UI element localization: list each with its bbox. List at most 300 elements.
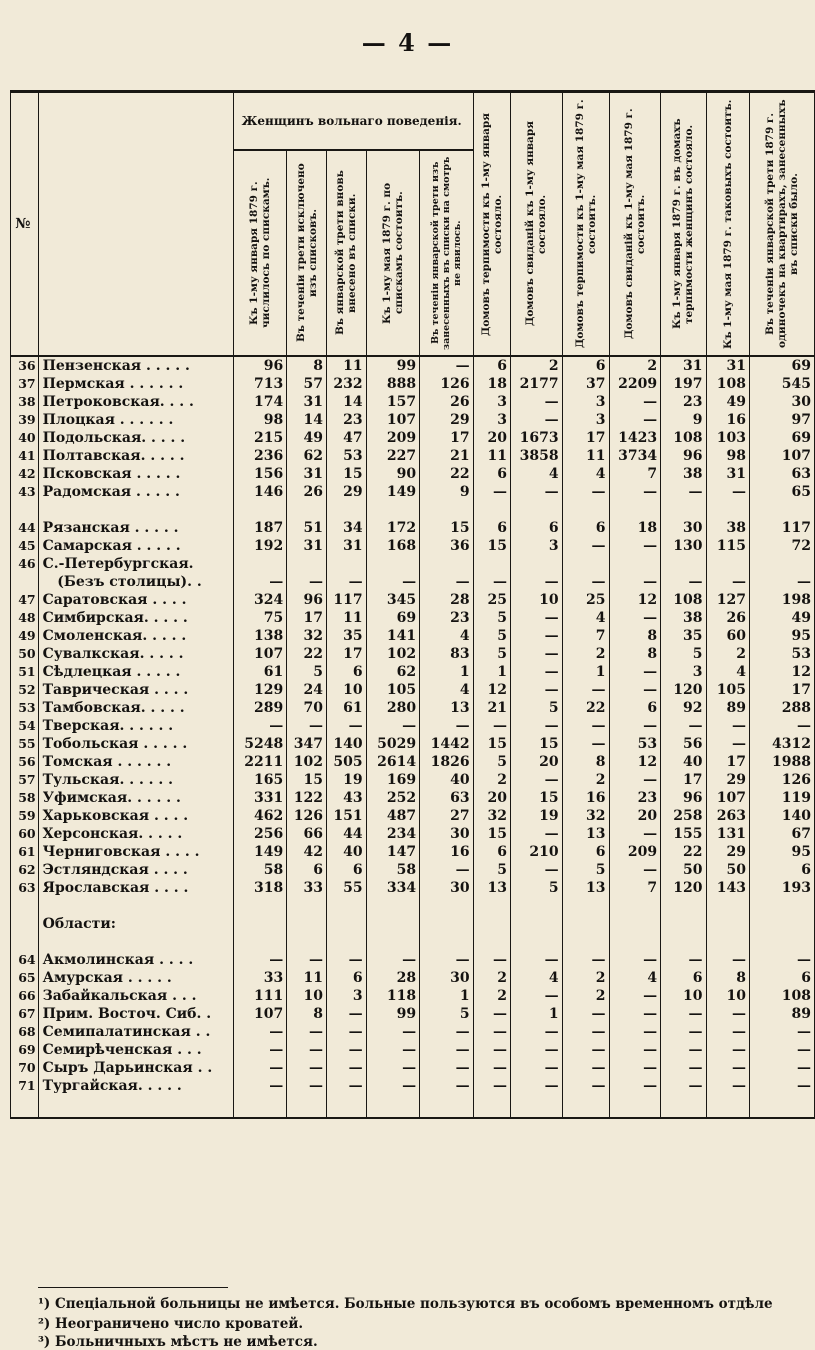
value-cell: 38 [661,609,706,627]
value-cell: 40 [420,771,473,789]
value-cell: 120 [661,681,706,699]
row-number: 56 [11,753,39,771]
value-cell: 8 [609,627,661,645]
value-cell: 1 [420,663,473,681]
empty-cell [706,933,750,951]
value-cell: 17 [706,753,750,771]
value-cell: — [326,1077,366,1118]
footnote-1: ¹) Спеціальной больницы не имѣется. Больные пользуются въ особомъ временномъ отдѣле [38,1296,773,1312]
value-cell: 3 [326,987,366,1005]
value-cell: 263 [706,807,750,825]
table-row [11,1005,815,1023]
province-name: Харьковская . . . . [38,807,233,825]
value-cell: 2 [706,645,750,663]
value-cell: — [661,1041,706,1059]
table-row [11,987,815,1005]
value-cell: 1 [473,663,510,681]
table-row [11,807,815,825]
value-cell: 16 [562,789,609,807]
value-cell: 13 [562,879,609,897]
value-cell: — [609,861,661,879]
value-cell: — [609,1023,661,1041]
province-name: Тверская. . . . . . [38,717,233,735]
value-cell: 96 [661,447,706,465]
number-column-header: № [11,92,39,357]
empty-cell [750,897,815,915]
value-cell: 2 [473,969,510,987]
value-cell: — [287,573,327,591]
value-cell: 56 [661,735,706,753]
value-cell: 37 [562,375,609,393]
empty-cell [38,501,233,519]
value-cell: 31 [287,393,327,411]
value-cell: 143 [706,879,750,897]
row-number: 61 [11,843,39,861]
spacer-row [11,933,815,951]
value-cell: 95 [750,843,815,861]
value-cell: 462 [233,807,286,825]
row-number: 64 [11,951,39,969]
value-cell [366,555,419,573]
table-row [11,1041,815,1059]
value-cell: 42 [287,843,327,861]
province-name: Подольская. . . . . [38,429,233,447]
col-header-5: Въ теченіи январской трети изъ занесенныхъ въ списки на смотръ не явилось. [420,150,473,356]
empty-cell [287,897,327,915]
value-cell: — [420,717,473,735]
table-row [11,951,815,969]
table-row [11,681,815,699]
value-cell: 8 [706,969,750,987]
value-cell: 20 [511,753,563,771]
value-cell: — [420,356,473,375]
row-number: 40 [11,429,39,447]
table-row [11,627,815,645]
spacer-row [11,897,815,915]
province-name: (Безъ столицы). . [38,573,233,591]
province-name: Полтавская. . . . . [38,447,233,465]
value-cell: — [473,717,510,735]
value-cell: 31 [287,465,327,483]
value-cell: — [706,1077,750,1118]
empty-cell [609,897,661,915]
empty-cell [609,933,661,951]
value-cell: — [366,717,419,735]
value-cell: 107 [233,645,286,663]
empty-cell [233,915,286,933]
value-cell: 252 [366,789,419,807]
empty-cell [11,897,39,915]
row-number: 50 [11,645,39,663]
value-cell: 29 [706,771,750,789]
value-cell: 8 [287,1005,327,1023]
table-row [11,969,815,987]
value-cell: 89 [750,1005,815,1023]
value-cell: 6 [326,969,366,987]
value-cell: — [562,1041,609,1059]
value-cell: — [562,483,609,501]
value-cell: 30 [750,393,815,411]
table-row [11,375,815,393]
value-cell: 96 [287,591,327,609]
table-row [11,645,815,663]
value-cell: 25 [473,591,510,609]
table-row [11,1023,815,1041]
value-cell: 169 [366,771,419,789]
value-cell: 3 [473,393,510,411]
row-number: 63 [11,879,39,897]
value-cell: 2211 [233,753,286,771]
value-cell: — [473,1059,510,1077]
value-cell: — [609,663,661,681]
row-number: 52 [11,681,39,699]
value-cell: — [366,951,419,969]
value-cell: 30 [420,969,473,987]
value-cell: 33 [233,969,286,987]
value-cell: 7 [562,627,609,645]
value-cell: — [473,1041,510,1059]
value-cell: 25 [562,591,609,609]
value-cell: — [326,1005,366,1023]
value-cell: 22 [562,699,609,717]
empty-cell [706,915,750,933]
value-cell: 8 [609,645,661,663]
value-cell: 280 [366,699,419,717]
empty-cell [420,501,473,519]
table-row [11,699,815,717]
value-cell: 236 [233,447,286,465]
value-cell: 345 [366,591,419,609]
value-cell: 1442 [420,735,473,753]
value-cell: 40 [326,843,366,861]
value-cell: — [562,1005,609,1023]
value-cell: 3734 [609,447,661,465]
col-header-8: Домовъ терпимости къ 1-му мая 1879 г. состоитъ. [562,92,609,357]
value-cell: — [287,1059,327,1077]
value-cell: 28 [366,969,419,987]
value-cell: 47 [326,429,366,447]
value-cell: 58 [366,861,419,879]
value-cell: 157 [366,393,419,411]
value-cell: — [562,537,609,555]
value-cell: 20 [473,789,510,807]
value-cell: 4 [511,465,563,483]
value-cell: — [326,573,366,591]
province-name: Плоцкая . . . . . . [38,411,233,429]
value-cell: 98 [233,411,286,429]
value-cell: 43 [326,789,366,807]
col-header-11: Къ 1-му мая 1879 г. таковыхъ состоитъ. [706,92,750,357]
empty-cell [326,915,366,933]
row-number: 67 [11,1005,39,1023]
value-cell: — [473,1077,510,1118]
province-name: Сыръ Дарьинская . . [38,1059,233,1077]
value-cell: — [706,951,750,969]
row-number: 37 [11,375,39,393]
value-cell: 2 [609,356,661,375]
value-cell: 12 [609,591,661,609]
table-row [11,411,815,429]
value-cell: 95 [750,627,815,645]
table-row [11,1059,815,1077]
value-cell: 31 [706,356,750,375]
value-cell: 16 [420,843,473,861]
value-cell: 9 [661,411,706,429]
value-cell: — [562,1077,609,1118]
value-cell [750,555,815,573]
value-cell: 61 [326,699,366,717]
value-cell: 14 [326,393,366,411]
value-cell: 11 [562,447,609,465]
value-cell: 22 [661,843,706,861]
value-cell [511,555,563,573]
value-cell: 72 [750,537,815,555]
value-cell: 2209 [609,375,661,393]
value-cell: 5 [562,861,609,879]
value-cell: 5 [473,753,510,771]
value-cell: 198 [750,591,815,609]
value-cell: — [609,771,661,789]
value-cell: 5 [473,645,510,663]
value-cell: 172 [366,519,419,537]
value-cell: 4 [706,663,750,681]
value-cell: — [511,609,563,627]
table-row [11,429,815,447]
value-cell: 209 [366,429,419,447]
row-number: 36 [11,356,39,375]
value-cell: 3 [473,411,510,429]
value-cell: 334 [366,879,419,897]
row-number: 71 [11,1077,39,1118]
value-cell: — [233,573,286,591]
value-cell: 3 [562,411,609,429]
table-row [11,735,815,753]
value-cell: — [287,1041,327,1059]
value-cell: 215 [233,429,286,447]
value-cell: 3 [511,537,563,555]
value-cell: 30 [420,879,473,897]
empty-cell [562,915,609,933]
value-cell: 38 [706,519,750,537]
empty-cell [562,897,609,915]
value-cell: 5 [420,1005,473,1023]
value-cell: 16 [706,411,750,429]
value-cell: 126 [287,807,327,825]
table-row [11,789,815,807]
value-cell: 187 [233,519,286,537]
value-cell: 107 [750,447,815,465]
value-cell: 155 [661,825,706,843]
province-name: С.-Петербургская. [38,555,233,573]
value-cell: 120 [661,879,706,897]
value-cell: — [511,573,563,591]
value-cell: 347 [287,735,327,753]
value-cell: 6 [473,465,510,483]
value-cell: 23 [661,393,706,411]
value-cell: — [750,1077,815,1118]
value-cell: 5 [473,609,510,627]
row-number: 38 [11,393,39,411]
value-cell: — [562,1059,609,1077]
value-cell: — [661,1005,706,1023]
table-row [11,356,815,375]
province-name: Самарская . . . . . [38,537,233,555]
value-cell: 4 [420,681,473,699]
value-cell: 53 [326,447,366,465]
value-cell: 258 [661,807,706,825]
empty-cell [38,933,233,951]
value-cell: — [511,861,563,879]
value-cell [420,555,473,573]
value-cell: 40 [661,753,706,771]
province-name: Таврическая . . . . [38,681,233,699]
value-cell: 12 [609,753,661,771]
table-row [11,393,815,411]
value-cell: 26 [706,609,750,627]
table-row [11,591,815,609]
value-cell: 168 [366,537,419,555]
province-name: Тобольская . . . . . [38,735,233,753]
value-cell: 49 [750,609,815,627]
value-cell: — [233,1059,286,1077]
table-row [11,771,815,789]
value-cell [661,555,706,573]
value-cell: 32 [562,807,609,825]
value-cell [706,555,750,573]
row-number: 51 [11,663,39,681]
value-cell: 17 [287,609,327,627]
value-cell [609,555,661,573]
empty-cell [750,933,815,951]
value-cell: — [661,1059,706,1077]
row-number: 54 [11,717,39,735]
value-cell: — [366,1041,419,1059]
col-header-4: Къ 1-му мая 1879 г. по спискамъ состоитъ. [366,150,419,356]
value-cell: 30 [661,519,706,537]
value-cell: 1 [562,663,609,681]
value-cell: 1673 [511,429,563,447]
value-cell: 107 [366,411,419,429]
value-cell: — [366,1059,419,1077]
value-cell: 19 [326,771,366,789]
province-name: Радомская . . . . . [38,483,233,501]
value-cell: 17 [420,429,473,447]
value-cell: 97 [750,411,815,429]
value-cell: — [609,573,661,591]
value-cell: — [609,393,661,411]
value-cell: 117 [326,591,366,609]
value-cell: 147 [366,843,419,861]
value-cell: 67 [750,825,815,843]
value-cell: — [609,609,661,627]
value-cell: 51 [287,519,327,537]
row-number: 46 [11,555,39,573]
value-cell: — [562,951,609,969]
value-cell: 122 [287,789,327,807]
row-number: 39 [11,411,39,429]
value-cell: 4312 [750,735,815,753]
row-number: 48 [11,609,39,627]
footnote-2: ²) Неограничено число кроватей. [38,1316,304,1332]
value-cell: 15 [473,537,510,555]
footnote-rule [38,1287,228,1288]
empty-cell [511,897,563,915]
value-cell: 96 [661,789,706,807]
value-cell: 6 [511,519,563,537]
value-cell: 6 [661,969,706,987]
value-cell: 2 [473,771,510,789]
empty-cell [420,933,473,951]
value-cell: 15 [511,789,563,807]
value-cell: — [750,717,815,735]
value-cell: — [287,1023,327,1041]
value-cell: — [750,1059,815,1077]
empty-cell [706,501,750,519]
value-cell: 7 [609,465,661,483]
empty-cell [661,897,706,915]
value-cell: — [287,1077,327,1118]
province-name: Ярославская . . . . [38,879,233,897]
col-header-10: Къ 1-му января 1879 г. въ домахъ терпимости женщинъ состояло. [661,92,706,357]
value-cell: 63 [750,465,815,483]
value-cell: 2 [473,987,510,1005]
value-cell: — [420,1077,473,1118]
value-cell: 23 [609,789,661,807]
value-cell: — [661,951,706,969]
value-cell: 62 [366,663,419,681]
value-cell: 32 [473,807,510,825]
value-cell: 15 [287,771,327,789]
value-cell: 21 [473,699,510,717]
value-cell: — [750,951,815,969]
value-cell: — [233,717,286,735]
empty-cell [366,501,419,519]
province-name: Петроковская. . . . [38,393,233,411]
value-cell: 99 [366,356,419,375]
value-cell: — [473,1005,510,1023]
empty-cell [609,915,661,933]
value-cell [562,555,609,573]
empty-cell [233,933,286,951]
value-cell: — [609,825,661,843]
table-body [11,356,815,1118]
province-name: Пермская . . . . . . [38,375,233,393]
value-cell: 234 [366,825,419,843]
value-cell: — [706,1059,750,1077]
value-cell: 193 [750,879,815,897]
value-cell: 1 [420,987,473,1005]
value-cell: 69 [750,429,815,447]
women-group-header: Женщинъ вольнаго поведенія. [233,92,473,151]
value-cell: 108 [750,987,815,1005]
value-cell: 6 [326,663,366,681]
value-cell: 192 [233,537,286,555]
value-cell: 232 [326,375,366,393]
value-cell: — [609,1041,661,1059]
row-number: 60 [11,825,39,843]
value-cell: 44 [326,825,366,843]
value-cell: 4 [420,627,473,645]
row-number: 55 [11,735,39,753]
value-cell: — [562,735,609,753]
table-row [11,573,815,591]
section-row [11,915,815,933]
value-cell: 487 [366,807,419,825]
empty-cell [562,933,609,951]
value-cell: 17 [326,645,366,663]
value-cell: 27 [420,807,473,825]
value-cell: 545 [750,375,815,393]
